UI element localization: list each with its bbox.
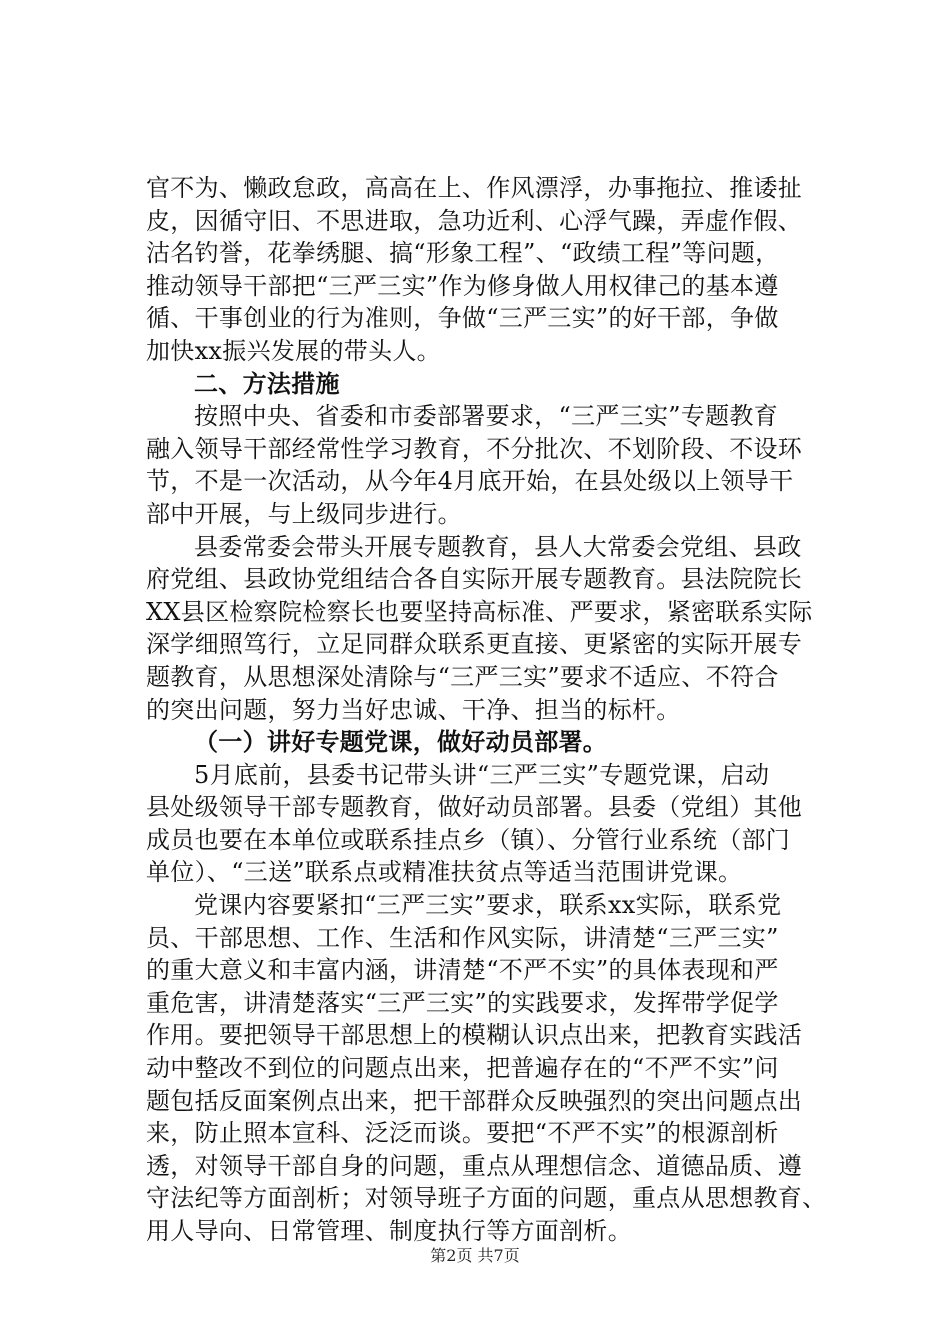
text-line: 透，对领导干部自身的问题，重点从理想信念、道德品质、遵 [146,1151,803,1180]
text-line: 沽名钓誉，花拳绣腿、搞“形象工程”、“政绩工程”等问题， [146,239,780,268]
text-line: 部中开展，与上级同步进行。 [146,499,462,528]
text-line: 员、干部思想、工作、生活和作风实际，讲清楚“三严三实” [146,923,779,952]
text-line: 重危害，讲清楚落实“三严三实”的实践要求，发挥带学促学 [146,988,779,1017]
text-line: 单位）、“三送”联系点或精准扶贫点等适当范围讲党课。 [146,858,743,887]
text-line: 作用。要把领导干部思想上的模糊认识点出来，把教育实践活 [146,1021,803,1050]
page-number-footer: 第2页 共7页 [430,1246,520,1265]
text-line: 府党组、县政协党组结合各自实际开展专题教育。县法院院长 [146,565,803,594]
text-line: 推动领导干部把“三严三实”作为修身做人用权律己的基本遵 [146,271,779,300]
text-line: 题包括反面案例点出来，把干部群众反映强烈的突出问题点出 [146,1086,803,1115]
text-line: 动中整改不到位的问题点出来，把普遍存在的“不严不实”问 [146,1054,779,1083]
section-heading: 二、方法措施 [194,368,340,398]
text-line: 来，防止照本宣科、泛泛而谈。要把“不严不实”的根源剖析 [146,1119,779,1148]
document-body [146,172,836,1248]
text-line: 按照中央、省委和市委部署要求，“三严三实”专题教育 [194,402,779,431]
text-line: 节，不是一次活动，从今年4月底开始，在县处级以上领导干 [146,467,794,496]
text-line: 用人导向、日常管理、制度执行等方面剖析。 [146,1217,632,1245]
text-line: 循、干事创业的行为准则，争做“三严三实”的好干部，争做 [146,304,779,333]
text-line: 县委常委会带头开展专题教育，县人大常委会党组、县政 [194,532,802,561]
text-line: 县处级领导干部专题教育，做好动员部署。县委（党组）其他 [146,793,803,822]
text-line: 党课内容要紧扣“三严三实”要求，联系xx实际，联系党 [194,891,782,920]
text-line: 融入领导干部经常性学习教育，不分批次、不划阶段、不设环 [146,434,803,463]
text-line: 成员也要在本单位或联系挂点乡（镇）、分管行业系统（部门 [146,825,791,854]
text-line: 加快xx振兴发展的带头人。 [146,336,441,365]
text-line: XX县区检察院检察长也要坚持高标准、严要求，紧密联系实际 [146,597,813,626]
text-line: 5月底前，县委书记带头讲“三严三实”专题党课，启动 [194,760,770,789]
text-line: 题教育，从思想深处清除与“三严三实”要求不适应、不符合 [146,662,779,691]
text-line: 深学细照笃行，立足同群众联系更直接、更紧密的实际开展专 [146,630,803,659]
text-line: 守法纪等方面剖析；对领导班子方面的问题，重点从思想教育、 [146,1184,827,1213]
text-line: 皮，因循守旧、不思进取，急功近利、心浮气躁，弄虚作假、 [146,206,803,235]
subsection-heading: （一）讲好专题党课，做好动员部署。 [194,727,608,757]
text-line: 的突出问题，努力当好忠诚、干净、担当的标杆。 [146,695,681,724]
text-line: 官不为、懒政怠政，高高在上、作风漂浮，办事拖拉、推诿扯 [146,174,803,202]
text-line: 的重大意义和丰富内涵，讲清楚“不严不实”的具体表现和严 [146,956,779,985]
